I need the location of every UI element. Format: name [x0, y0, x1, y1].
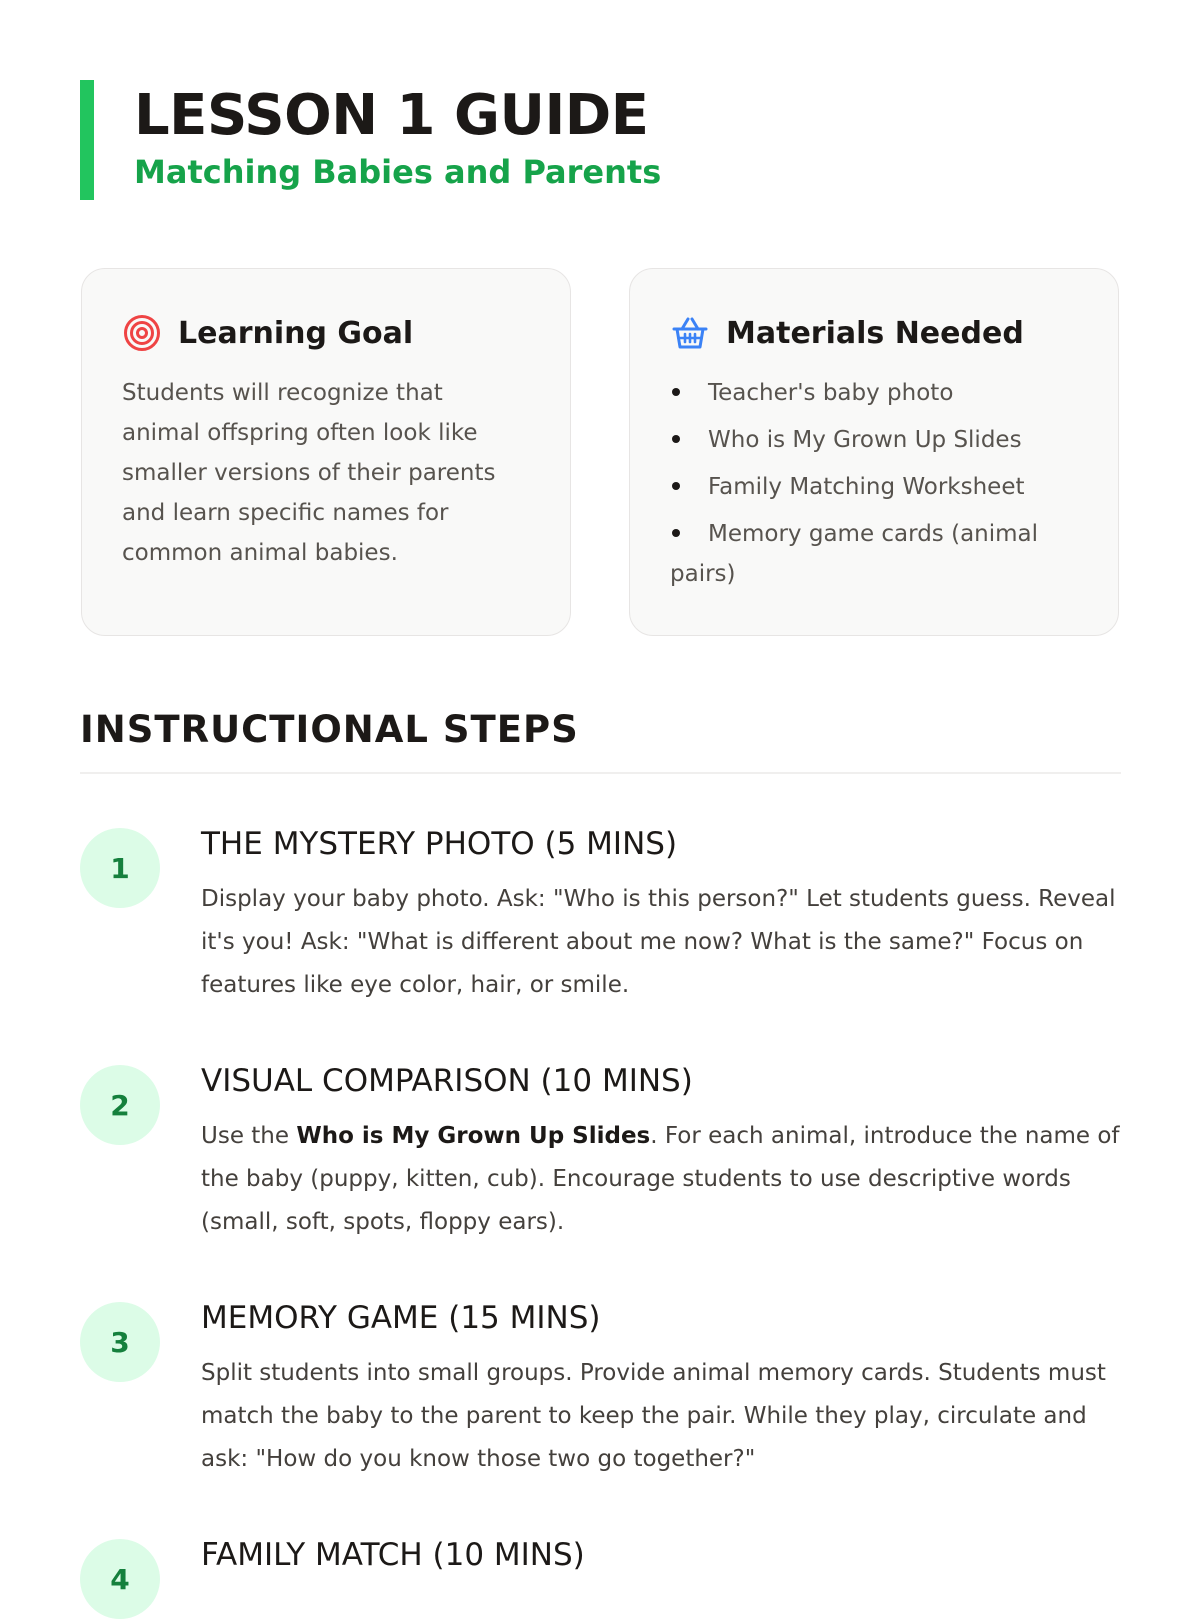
step-title: THE MYSTERY PHOTO (5 MINS) [201, 826, 678, 862]
step-text: . For each animal, introduce the name of the baby (puppy, kitten, cub). Encourage students to use descriptive words (small, soft, spots, floppy ears). [201, 1123, 1120, 1235]
list-item [670, 514, 1082, 594]
learning-goal-text: Students will recognize that animal offspring often look like smaller versions of their parents and learn specific names for common animal babies. [122, 380, 496, 566]
basket-icon [670, 313, 710, 353]
bullet-icon [672, 388, 680, 396]
section-title: INSTRUCTIONAL STEPS [80, 708, 579, 751]
list-item [670, 373, 1082, 413]
slides-resource-name: Who is My Grown Up Slides [296, 1123, 651, 1149]
step-title: MEMORY GAME (15 MINS) [201, 1300, 601, 1336]
materials-list [670, 373, 1082, 601]
step-description: Split students into small groups. Provide animal memory cards. Students must match the baby to the parent to keep the pair. While they play, circulate and ask: "How do you know those two go together?" [201, 1360, 1106, 1472]
list-item [670, 420, 1082, 460]
header-accent-bar [80, 80, 94, 200]
bullet-icon [672, 435, 680, 443]
lesson-header [80, 80, 1120, 200]
step-title: FAMILY MATCH (10 MINS) [201, 1537, 585, 1573]
learning-goal-header [122, 309, 413, 357]
learning-goal-card [81, 268, 571, 636]
target-icon [122, 313, 162, 353]
step-number-badge: 2 [80, 1065, 160, 1145]
step-number-badge: 1 [80, 828, 160, 908]
material-item-label: Memory game cards (animal pairs) [670, 521, 1039, 587]
bullet-icon [672, 529, 680, 537]
step-number-badge: 4 [80, 1539, 160, 1619]
step-description [201, 1115, 1121, 1244]
page-title: LESSON 1 GUIDE [134, 83, 649, 148]
page-subtitle: Matching Babies and Parents [134, 153, 662, 191]
bullet-icon [672, 482, 680, 490]
step-title: VISUAL COMPARISON (10 MINS) [201, 1063, 693, 1099]
learning-goal-title: Learning Goal [178, 315, 414, 351]
material-item-label: Family Matching Worksheet [708, 474, 1025, 500]
step-number-badge: 3 [80, 1302, 160, 1382]
material-item-label: Teacher's baby photo [708, 380, 954, 406]
materials-title: Materials Needed [726, 315, 1024, 351]
material-item-label: Who is My Grown Up Slides [708, 427, 1022, 453]
step-description: Display your baby photo. Ask: "Who is this person?" Let students guess. Reveal it's you! Ask: "What is different about me now? What is the same?" Focus on features like eye color, hair, or smile. [201, 886, 1116, 998]
section-divider [80, 772, 1121, 774]
step-text: Use the [201, 1123, 297, 1149]
materials-card [629, 268, 1119, 636]
materials-header [670, 309, 1024, 357]
list-item [670, 467, 1082, 507]
